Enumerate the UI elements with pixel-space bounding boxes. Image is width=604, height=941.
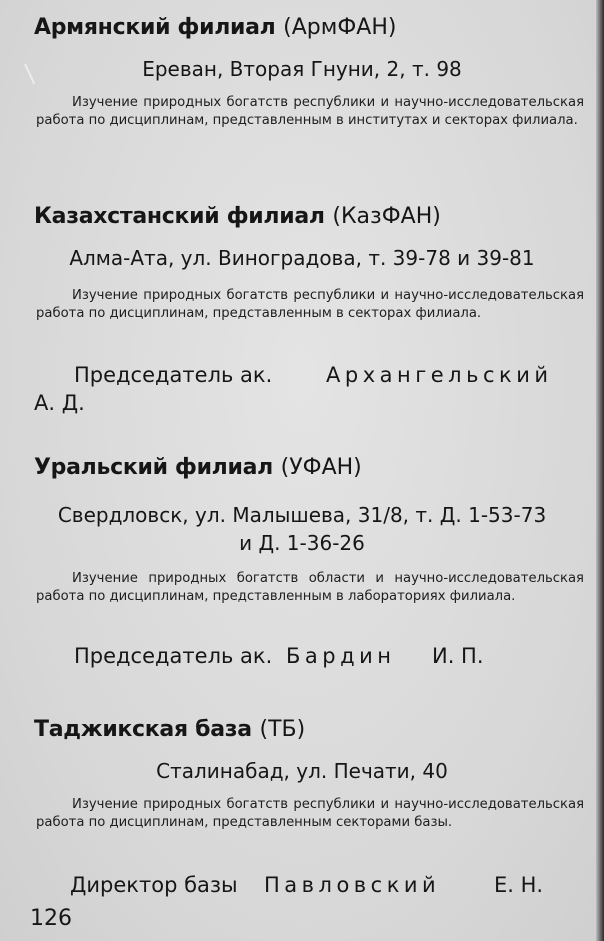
entry-title: Таджикская база <box>34 717 252 742</box>
entry-heading <box>34 454 362 481</box>
entry-heading <box>34 716 305 743</box>
entry-person-role: Председатель ак. <box>74 644 273 668</box>
page-edge-shadow <box>596 0 604 941</box>
entry-description: Изучение природных богатств области и научно-исследовательская работа по дисциплинам, представленным в лабораториях филиала. <box>36 571 584 604</box>
entry-description: Изучение природных богатств республики и научно-исследовательская работа по дисциплинам, представленным секторами базы. <box>36 797 584 830</box>
entry-abbr: (КазФАН) <box>332 204 441 229</box>
entry-title: Армянский филиал <box>34 15 276 40</box>
entry-abbr: (УФАН) <box>280 455 362 480</box>
entry-address: Ереван, Вторая Гнуни, 2, т. 98 <box>142 57 462 81</box>
entry-abbr: (ТБ) <box>259 717 306 742</box>
entry-address: Алма-Ата, ул. Виноградова, т. 39-78 и 39-81 <box>69 246 535 270</box>
entry-description: Изучение природных богатств республики и научно-исследовательская работа по дисциплинам, представленным в секторах филиала. <box>36 288 584 321</box>
entry-address-line2: и Д. 1-36-26 <box>239 531 365 555</box>
entry-person-role: Председатель ак. <box>74 363 273 387</box>
entry-person-initials: И. П. <box>432 644 484 668</box>
entry-description: Изучение природных богатств республики и научно-исследовательская работа по дисциплинам, представленным в институтах и секторах филиала. <box>36 95 584 128</box>
page-number: 126 <box>30 906 72 931</box>
entry-title: Казахстанский филиал <box>34 204 325 229</box>
entry-person-name: Архангельский <box>326 363 553 387</box>
entry-abbr: (АрмФАН) <box>283 15 397 40</box>
entry-person-role: Директор базы <box>70 873 238 897</box>
entry-person-initials: А. Д. <box>34 391 85 415</box>
entry-title: Уральский филиал <box>34 455 273 480</box>
entry-person-initials: Е. Н. <box>494 873 544 897</box>
entry-address-line1: Свердловск, ул. Малышева, 31/8, т. Д. 1-53-73 <box>57 503 547 527</box>
entry-person-name: Павловский <box>264 873 441 897</box>
entry-heading <box>34 203 441 230</box>
entry-person-name: Бардин <box>286 644 396 668</box>
entry-heading <box>34 14 396 41</box>
entry-address: Сталинабад, ул. Печати, 40 <box>156 759 448 783</box>
